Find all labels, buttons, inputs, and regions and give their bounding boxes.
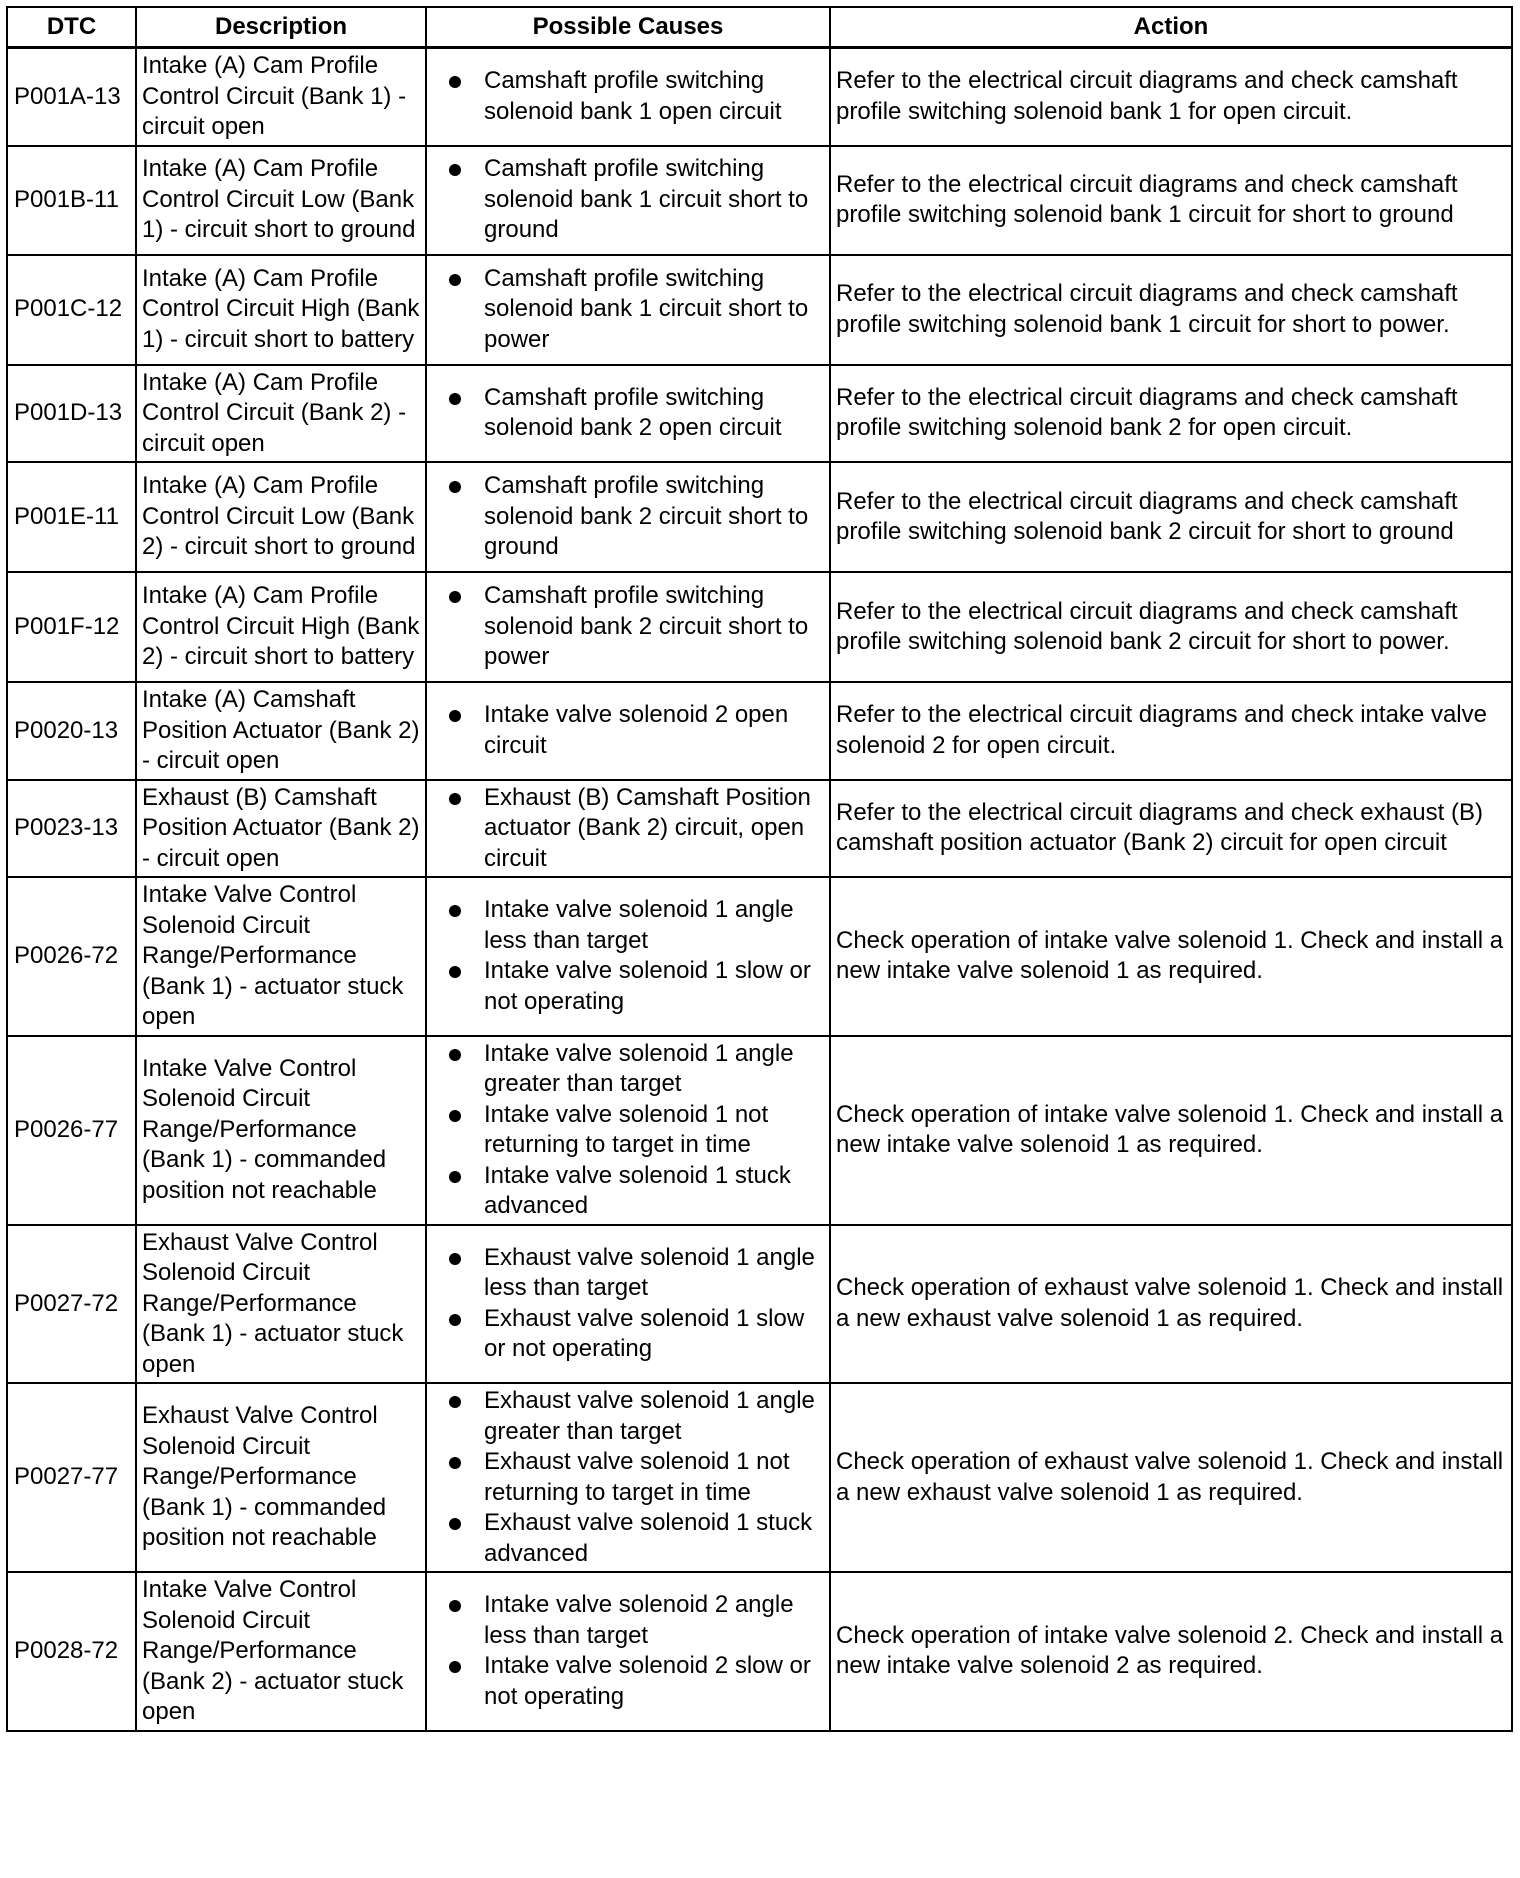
cause-text: Exhaust valve solenoid 1 angle less than target [484,1243,815,1302]
cause-item [445,956,826,1017]
cause-list [445,581,826,673]
cause-item [445,1039,826,1100]
dtc-description: Intake Valve Control Solenoid Circuit Range/Performance (Bank 1) - commanded position not reachable [136,1036,426,1225]
bullet-icon [449,710,461,722]
possible-causes-cell [426,365,830,463]
action-text: Check operation of intake valve solenoid 1. Check and install a new intake valve solenoid 1 as required. [830,877,1512,1036]
cause-item [445,700,826,761]
dtc-description: Intake (A) Cam Profile Control Circuit High (Bank 1) - circuit short to battery [136,255,426,365]
dtc-code: P001F-12 [7,572,136,682]
table-row [7,1383,1512,1572]
cause-text: Exhaust valve solenoid 1 slow or not operating [484,1304,805,1363]
possible-causes-cell [426,877,830,1036]
cause-item [445,1508,826,1569]
dtc-code: P0026-77 [7,1036,136,1225]
cause-item [445,1304,826,1365]
cause-list [445,1386,826,1569]
action-text: Refer to the electrical circuit diagrams and check camshaft profile switching solenoid bank 2 circuit for short to power. [830,572,1512,682]
table-row [7,48,1512,146]
dtc-description: Intake (A) Camshaft Position Actuator (Bank 2) - circuit open [136,682,426,780]
header-row [7,7,1512,48]
table-row [7,682,1512,780]
bullet-icon [449,1457,461,1469]
table-row [7,146,1512,255]
dtc-description: Exhaust (B) Camshaft Position Actuator (Bank 2) - circuit open [136,780,426,878]
possible-causes-cell [426,1572,830,1731]
header-action: Action [830,7,1512,48]
cause-text: Intake valve solenoid 2 slow or not operating [484,1652,811,1710]
cause-list [445,783,826,875]
cause-text: Exhaust valve solenoid 1 angle greater than target [484,1387,815,1445]
possible-causes-cell [426,780,830,878]
cause-text: Exhaust valve solenoid 1 stuck advanced [484,1509,813,1567]
cause-text: Intake valve solenoid 1 stuck advanced [484,1161,791,1219]
header-description: Description [136,7,426,48]
bullet-icon [449,1661,461,1673]
cause-item [445,1243,826,1304]
bullet-icon [449,1110,461,1122]
table-header [7,7,1512,48]
action-text: Refer to the electrical circuit diagrams and check camshaft profile switching solenoid bank 1 circuit for short to ground [830,146,1512,255]
dtc-document [6,6,1511,1732]
cause-text: Intake valve solenoid 1 angle less than target [484,896,794,954]
action-text: Refer to the electrical circuit diagrams and check camshaft profile switching solenoid bank 1 for open circuit. [830,48,1512,146]
dtc-code: P0027-77 [7,1383,136,1572]
action-text: Refer to the electrical circuit diagrams and check intake valve solenoid 2 for open circuit. [830,682,1512,780]
cause-text: Camshaft profile switching solenoid bank 2 open circuit [484,383,782,442]
bullet-icon [449,905,461,917]
table-row [7,1572,1512,1731]
dtc-code: P0027-72 [7,1225,136,1384]
cause-item [445,1161,826,1222]
action-text: Check operation of exhaust valve solenoid 1. Check and install a new exhaust valve solenoid 1 as required. [830,1225,1512,1384]
cause-text: Intake valve solenoid 1 angle greater than target [484,1039,794,1097]
action-text: Check operation of intake valve solenoid 2. Check and install a new intake valve solenoid 2 as required. [830,1572,1512,1731]
bullet-icon [449,1600,461,1612]
bullet-icon [449,274,461,286]
dtc-code: P001D-13 [7,365,136,463]
bullet-icon [449,164,461,176]
action-text: Refer to the electrical circuit diagrams and check camshaft profile switching solenoid bank 2 circuit for short to ground [830,462,1512,572]
table-row [7,462,1512,572]
dtc-description: Intake (A) Cam Profile Control Circuit Low (Bank 1) - circuit short to ground [136,146,426,255]
dtc-description: Intake Valve Control Solenoid Circuit Range/Performance (Bank 1) - actuator stuck open [136,877,426,1036]
cause-text: Intake valve solenoid 2 angle less than target [484,1591,794,1649]
bullet-icon [449,966,461,978]
dtc-description: Intake Valve Control Solenoid Circuit Range/Performance (Bank 2) - actuator stuck open [136,1572,426,1731]
cause-text: Intake valve solenoid 1 not returning to target in time [484,1100,769,1158]
cause-text: Exhaust (B) Camshaft Position actuator (Bank 2) circuit, open circuit [484,783,811,872]
cause-list [445,154,826,246]
possible-causes-cell [426,572,830,682]
cause-text: Intake valve solenoid 1 slow or not operating [484,957,811,1015]
dtc-code: P0023-13 [7,780,136,878]
dtc-description: Intake (A) Cam Profile Control Circuit High (Bank 2) - circuit short to battery [136,572,426,682]
cause-text: Camshaft profile switching solenoid bank 2 circuit short to power [484,582,809,671]
possible-causes-cell [426,146,830,255]
cause-text: Exhaust valve solenoid 1 not returning to target in time [484,1448,790,1506]
header-possible-causes: Possible Causes [426,7,830,48]
cause-item [445,264,826,356]
bullet-icon [449,1396,461,1408]
table-row [7,1225,1512,1384]
cause-list [445,264,826,356]
cause-item [445,1590,826,1651]
bullet-icon [449,481,461,493]
table-row [7,255,1512,365]
cause-item [445,154,826,246]
cause-item [445,66,826,127]
bullet-icon [449,1253,461,1265]
cause-item [445,895,826,956]
possible-causes-cell [426,255,830,365]
cause-list [445,1590,826,1712]
bullet-icon [449,393,461,405]
action-text: Refer to the electrical circuit diagrams and check camshaft profile switching solenoid bank 2 for open circuit. [830,365,1512,463]
dtc-code: P001B-11 [7,146,136,255]
cause-text: Camshaft profile switching solenoid bank 1 circuit short to ground [484,155,809,244]
bullet-icon [449,1171,461,1183]
bullet-icon [449,1518,461,1530]
dtc-code: P0020-13 [7,682,136,780]
cause-item [445,1651,826,1712]
cause-list [445,1243,826,1365]
dtc-code: P0026-72 [7,877,136,1036]
table-body [7,48,1512,1731]
dtc-description: Exhaust Valve Control Solenoid Circuit Range/Performance (Bank 1) - commanded position not reachable [136,1383,426,1572]
cause-list [445,66,826,127]
table-row [7,1036,1512,1225]
bullet-icon [449,1049,461,1061]
possible-causes-cell [426,682,830,780]
cause-item [445,1386,826,1447]
action-text: Check operation of exhaust valve solenoid 1. Check and install a new exhaust valve solenoid 1 as required. [830,1383,1512,1572]
cause-list [445,895,826,1017]
cause-item [445,581,826,673]
possible-causes-cell [426,1383,830,1572]
table-row [7,572,1512,682]
bullet-icon [449,793,461,805]
cause-item [445,383,826,444]
dtc-description: Intake (A) Cam Profile Control Circuit Low (Bank 2) - circuit short to ground [136,462,426,572]
bullet-icon [449,76,461,88]
dtc-table [6,6,1513,1732]
cause-text: Intake valve solenoid 2 open circuit [484,701,789,759]
dtc-code: P001C-12 [7,255,136,365]
dtc-code: P001A-13 [7,48,136,146]
dtc-description: Intake (A) Cam Profile Control Circuit (Bank 2) - circuit open [136,365,426,463]
dtc-description: Exhaust Valve Control Solenoid Circuit Range/Performance (Bank 1) - actuator stuck open [136,1225,426,1384]
table-row [7,780,1512,878]
dtc-description: Intake (A) Cam Profile Control Circuit (Bank 1) - circuit open [136,48,426,146]
cause-text: Camshaft profile switching solenoid bank 1 circuit short to power [484,264,809,353]
cause-item [445,1447,826,1508]
table-row [7,877,1512,1036]
action-text: Check operation of intake valve solenoid 1. Check and install a new intake valve solenoid 1 as required. [830,1036,1512,1225]
cause-list [445,471,826,563]
dtc-code: P001E-11 [7,462,136,572]
cause-list [445,383,826,444]
cause-list [445,700,826,761]
cause-text: Camshaft profile switching solenoid bank 2 circuit short to ground [484,472,809,561]
possible-causes-cell [426,1036,830,1225]
cause-list [445,1039,826,1222]
header-dtc: DTC [7,7,136,48]
table-row [7,365,1512,463]
action-text: Refer to the electrical circuit diagrams and check camshaft profile switching solenoid bank 1 circuit for short to power. [830,255,1512,365]
cause-item [445,783,826,875]
cause-item [445,1100,826,1161]
cause-item [445,471,826,563]
bullet-icon [449,591,461,603]
possible-causes-cell [426,48,830,146]
bullet-icon [449,1314,461,1326]
dtc-code: P0028-72 [7,1572,136,1731]
possible-causes-cell [426,1225,830,1384]
action-text: Refer to the electrical circuit diagrams and check exhaust (B) camshaft position actuator (Bank 2) circuit for open circuit [830,780,1512,878]
cause-text: Camshaft profile switching solenoid bank 1 open circuit [484,67,782,125]
possible-causes-cell [426,462,830,572]
